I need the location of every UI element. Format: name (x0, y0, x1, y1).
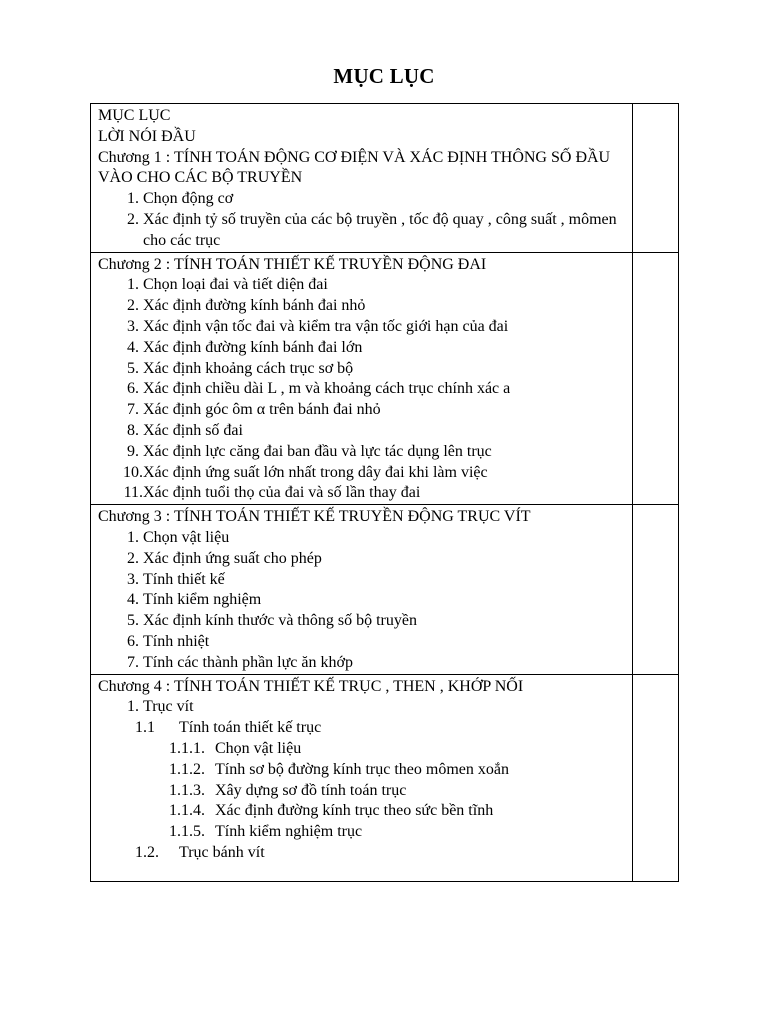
toc-row-chapter-1 (91, 104, 679, 253)
list-item: 1. Chọn vật liệu (127, 528, 230, 546)
subsection-heading: 1.1 Tính toán thiết kế trục (135, 719, 322, 737)
list-item: 1.1.4. Xác định đường kính trục theo sức bền tĩnh (169, 802, 494, 820)
list-item: 3. Xác định vận tốc đai và kiểm tra vận tốc giới hạn của đai (127, 317, 509, 335)
chapter-heading: Chương 4 : TÍNH TOÁN THIẾT KẾ TRỤC , THEN , KHỚP NỐI (98, 677, 524, 695)
list-item: 6. Xác định chiều dài L , m và khoảng cách trục chính xác a (127, 380, 511, 398)
item-list (98, 528, 632, 674)
list-item: 2. Xác định ứng suất cho phép (127, 549, 322, 567)
toc-entry-muc-luc: MỤC LỤC (98, 107, 171, 124)
list-item: 7. Xác định góc ôm α trên bánh đai nhỏ (127, 401, 381, 419)
list-item: 2. Xác định tỷ số truyền của các bộ truyền , tốc độ quay , công suất , mômen cho các trục (127, 210, 617, 249)
list-item: 4. Tính kiểm nghiệm (127, 591, 262, 609)
list-item: 11. Xác định tuổi thọ của đai và số lần thay đai (123, 484, 421, 502)
list-item: 1.1.3. Xây dựng sơ đồ tính toán trục (169, 781, 407, 799)
page-number-cell (633, 252, 679, 505)
list-item: 9. Xác định lực căng đai ban đầu và lực tác dụng lên trục (127, 442, 492, 460)
list-item: 3. Tính thiết kế (127, 570, 225, 588)
item-list (98, 189, 632, 251)
list-item: 2. Xác định đường kính bánh đai nhỏ (127, 297, 366, 315)
item-list (98, 275, 632, 504)
list-item: 7. Tính các thành phần lực ăn khớp (127, 653, 353, 671)
chapter-heading: Chương 1 : TÍNH TOÁN ĐỘNG CƠ ĐIỆN VÀ XÁC ĐỊNH THÔNG SỐ ĐẦU VÀO CHO CÁC BỘ TRUYỀN (98, 148, 611, 187)
list-item: 10. Xác định ứng suất lớn nhất trong dây đai khi làm việc (123, 463, 488, 481)
list-item: 5. Xác định khoảng cách trục sơ bộ (127, 359, 354, 377)
table-of-contents (90, 103, 679, 882)
toc-row-chapter-2 (91, 252, 679, 505)
list-item: 8. Xác định số đai (127, 421, 243, 439)
list-item: 1. Chọn động cơ (127, 190, 234, 208)
chapter-heading: Chương 2 : TÍNH TOÁN THIẾT KẾ TRUYỀN ĐỘNG ĐAI (98, 255, 487, 273)
list-item: 1.1.2. Tính sơ bộ đường kính trục theo mômen xoắn (169, 760, 509, 778)
list-item: 1. Chọn loại đai và tiết diện đai (127, 276, 328, 294)
subsection-heading: 1.2. Trục bánh vít (135, 843, 265, 861)
item-list (98, 697, 632, 718)
page-title: MỤC LỤC (333, 64, 435, 88)
toc-entry-loi-noi-dau: LỜI NÓI ĐẦU (98, 127, 196, 145)
chapter-heading: Chương 3 : TÍNH TOÁN THIẾT KẾ TRUYỀN ĐỘNG TRỤC VÍT (98, 508, 531, 526)
list-item: 1.1.1. Chọn vật liệu (169, 739, 302, 757)
list-item: 6. Tính nhiệt (127, 632, 210, 650)
list-item: 1.1.5. Tính kiểm nghiệm trục (169, 823, 363, 841)
toc-row-chapter-3 (91, 505, 679, 674)
list-item: 1. Trục vít (127, 698, 194, 716)
toc-row-chapter-4 (91, 674, 679, 881)
list-item: 5. Xác định kính thước và thông số bộ truyền (127, 612, 417, 630)
page-number-cell (633, 505, 679, 674)
list-item: 4. Xác định đường kính bánh đai lớn (127, 338, 363, 356)
page-number-cell (633, 104, 679, 253)
page-number-cell (633, 674, 679, 881)
